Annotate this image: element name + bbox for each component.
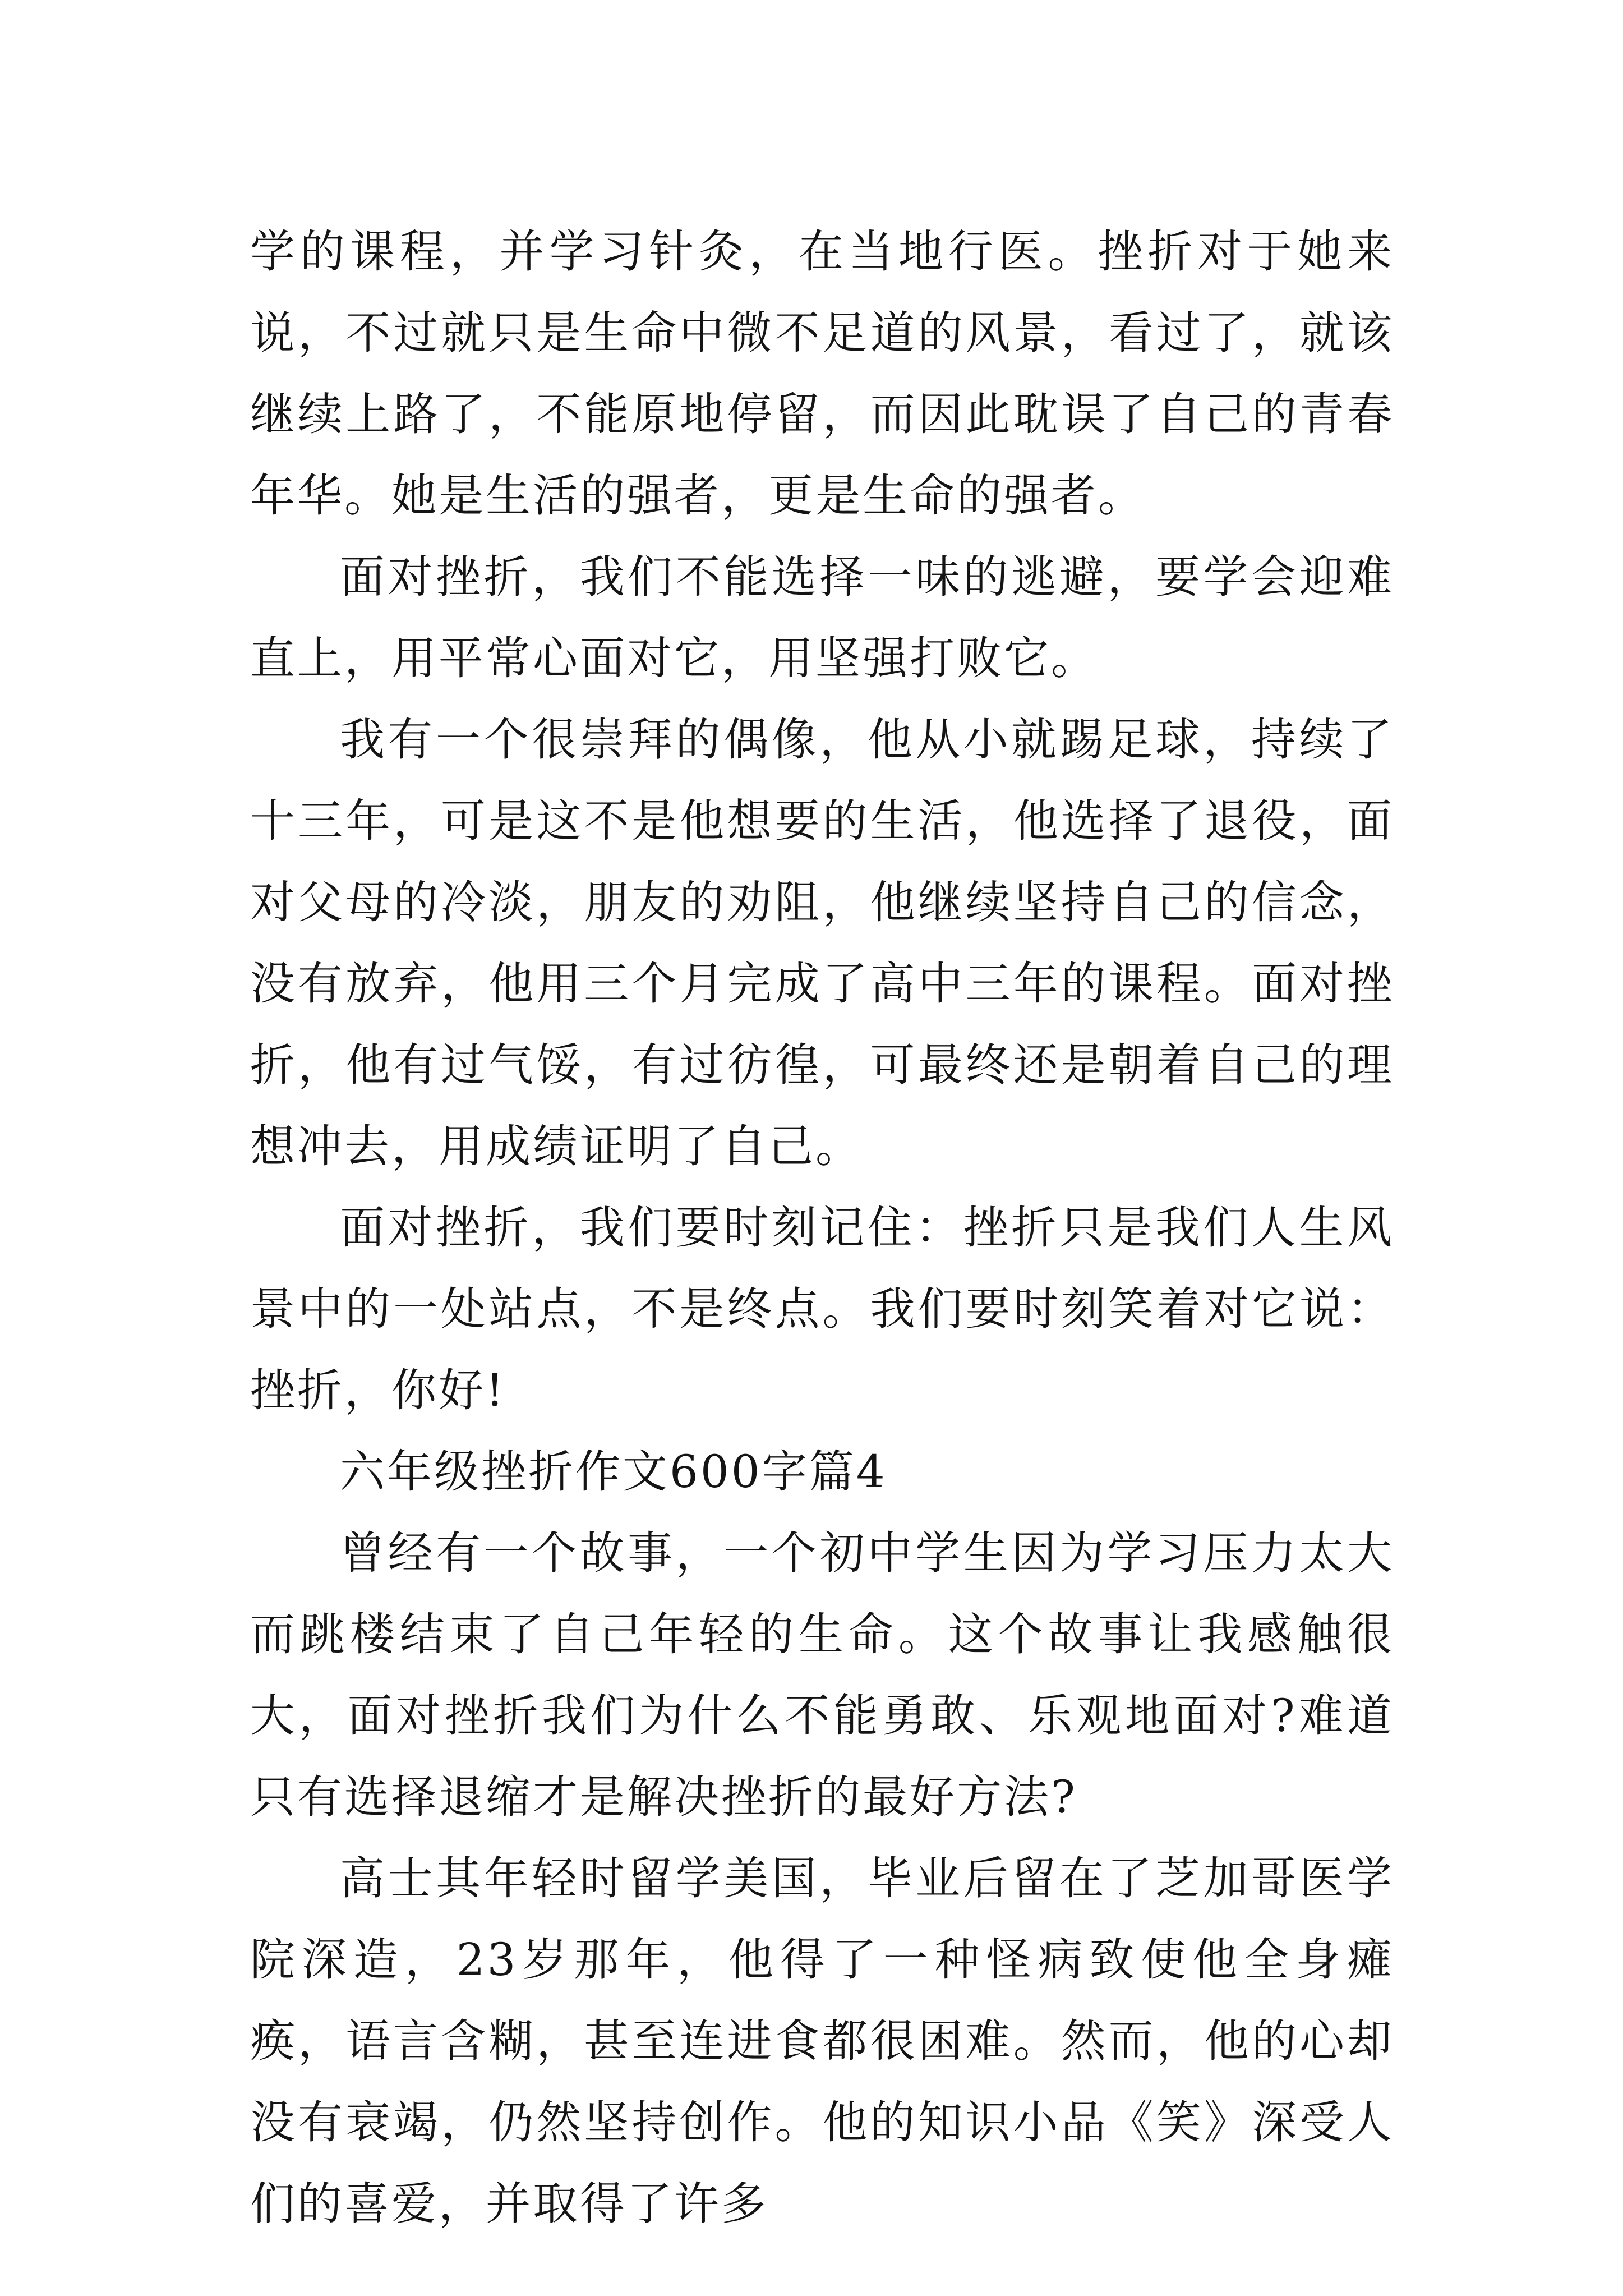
paragraph-6: 高士其年轻时留学美国，毕业后留在了芝加哥医学院深造，23岁那年，他得了一种怪病致使他全身瘫痪，语言含糊，甚至连进食都很困难。然而，他的心却没有衰竭，仍然坚持创作。他的知识小品《笑》深受人们的喜爱，并取得了许多 — [250, 1852, 1394, 2230]
section-heading: 六年级挫折作文600字篇4 — [340, 1446, 887, 1498]
paragraph-1: 学的课程，并学习针灸，在当地行医。挫折对于她来说，不过就只是生命中微不足道的风景，看过了，就该继续上路了，不能原地停留，而因此耽误了自己的青春年华。她是生活的强者，更是生命的强者。 — [250, 226, 1394, 522]
paragraph-5: 曾经有一个故事，一个初中学生因为学习压力太大而跳楼结束了自己年轻的生命。这个故事让我感触很大，面对挫折我们为什么不能勇敢、乐观地面对?难道只有选择退缩才是解决挫折的最好方法? — [250, 1527, 1394, 1823]
paragraph-4: 面对挫折，我们要时刻记住：挫折只是我们人生风景中的一处站点，不是终点。我们要时刻笑着对它说：挫折，你好! — [250, 1202, 1394, 1416]
paragraph-3: 我有一个很崇拜的偶像，他从小就踢足球，持续了十三年，可是这不是他想要的生活，他选择了退役，面对父母的冷淡，朋友的劝阻，他继续坚持自己的信念，没有放弃，他用三个月完成了高中三年的课程。面对挫折，他有过气馁，有过彷徨，可最终还是朝着自己的理想冲去，用成绩证明了自己。 — [250, 714, 1394, 1172]
document-body — [250, 211, 1394, 2244]
paragraph-2: 面对挫折，我们不能选择一味的逃避，要学会迎难直上，用平常心面对它，用坚强打败它。 — [250, 551, 1394, 684]
